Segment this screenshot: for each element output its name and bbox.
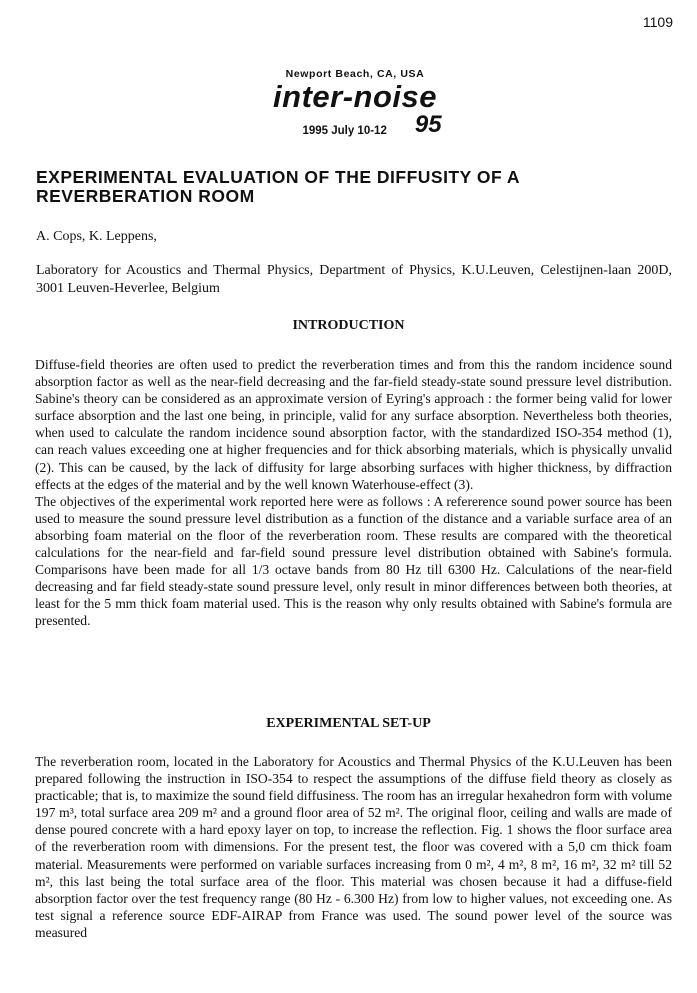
- conference-header: [250, 68, 460, 137]
- page-number: 1109: [642, 14, 673, 30]
- setup-paragraph: The reverberation room, located in the Laboratory for Acoustics and Thermal Physics of the K.U.Leuven has been prepared following the instruction in ISO-354 to respect the assumptions of the diffuse field theory as closely as practicable; that is, to maximize the sound field diffusiness. The room has an irregular hexahedron form with volume 197 m³, total surface area 209 m² and a ground floor area of 52 m². The original floor, ceiling and walls are made of dense poured concrete with a hard epoxy layer on top, to increase the reflection. Fig. 1 shows the floor surface area of the reverberation room with dimensions. For the present test, the floor was covered with a 5,0 cm thick foam material. Measurements were performed on variable surfaces increasing from 0 m², 4 m², 8 m², 16 m², 32 m² till 52 m², this last being the total surface area of the floor. This material was chosen because it had a diffuse-field absorption factor over the test frequency range (80 Hz - 6.300 Hz) from low to higher values, not exceeding one. As test signal a reference source EDF-AIRAP from France was used. The sound power level of the source was measured: [35, 754, 672, 940]
- conference-date-row: [284, 113, 460, 137]
- conference-date: 1995 July 10-12: [302, 125, 387, 137]
- introduction-paragraph: The objectives of the experimental work reported here were as follows : A refererence sound power source has been used to measure the sound pressure level distribution as a function of the distance and a variable surface area of an absorbing foam material on the floor of the reverberation room. These results are compared with the theoretical calculations for the near-field and far-field sound pressure level distribution obtained with Sabine's formula. Comparisons have been made for all 1/3 octave bands from 80 Hz till 6300 Hz. Calculations of the near-field decreasing and far field steady-state sound pressure level, only result in minor differences between both theories, at least for the 5 mm thick foam material used. This is the reason why only results obtained with Sabine's formula are presented.: [35, 493, 672, 629]
- conference-year: 95: [414, 111, 442, 138]
- conference-logo: inter-noise: [273, 79, 437, 114]
- introduction-body: [35, 356, 672, 630]
- affiliation: Laboratory for Acoustics and Thermal Physics, Department of Physics, K.U.Leuven, Celestijnen-laan 200D, 3001 Leuven-Heverlee, Belgium: [36, 263, 672, 296]
- introduction-paragraph: Diffuse-field theories are often used to predict the reverberation times and from this the random incidence sound absorption factor as well as the near-field decreasing and the far-field steady-state sound pressure level distribution. Sabine's theory can be considered as an approximate version of Eyring's approach : the former being valid for lower surface absorption and the last one being, in principle, valid for any surface absorption. Nevertheless both theories, when used to calculate the random incidence sound absorption factor, with the standardized ISO-354 method (1), can reach values exceeding one at higher frequencies and for thick absorbing materials, which is physically unvalid (2). This can be caused, by the lack of diffusity for large absorbing surfaces with higher thickness, by diffraction effects at the edges of the material and by the well known Waterhouse-effect (3).: [35, 357, 672, 492]
- setup-body: [35, 753, 672, 941]
- introduction-heading: INTRODUCTION: [292, 318, 405, 333]
- paper-title: EXPERIMENTAL EVALUATION OF THE DIFFUSITY OF A REVERBERATION ROOM: [36, 167, 520, 206]
- authors: A. Cops, K. Leppens,: [36, 229, 157, 244]
- setup-heading: EXPERIMENTAL SET-UP: [266, 716, 431, 731]
- conference-location: Newport Beach, CA, USA: [285, 68, 425, 80]
